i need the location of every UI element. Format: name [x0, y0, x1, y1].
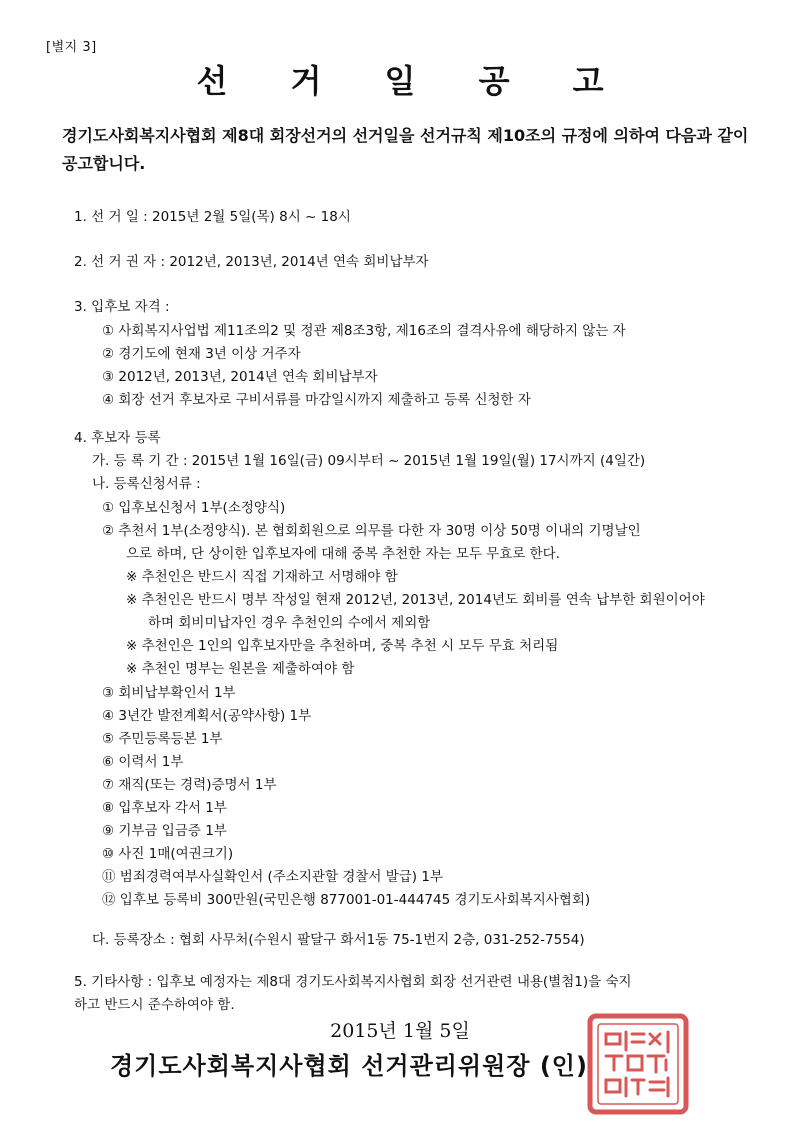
official-seal-icon	[586, 1012, 690, 1116]
item-candidate-registration: 4. 후보자 등록	[74, 430, 161, 446]
recommender-note-2: ※ 추천인은 반드시 명부 작성일 현재 2012년, 2013년, 2014년도 회비를 연속 납부한 회원이어야	[126, 592, 705, 608]
registration-place: 다. 등록장소 : 협회 사무처(수원시 팔달구 화서1동 75-1번지 2층, 031-252-7554)	[92, 932, 585, 948]
document-item-6: ⑥ 이력서 1부	[102, 754, 184, 770]
document-item-9: ⑨ 기부금 입금증 1부	[102, 823, 227, 839]
recommender-note-3: ※ 추천인은 1인의 입후보자만을 추천하며, 중복 추천 시 모두 무효 처리됨	[126, 638, 559, 654]
document-item-4: ④ 3년간 발전계획서(공약사항) 1부	[102, 708, 312, 724]
item-election-day: 1. 선 거 일 : 2015년 2월 5일(목) 8시 ~ 18시	[74, 209, 351, 225]
document-item-1: ① 입후보신청서 1부(소정양식)	[102, 500, 286, 516]
document-item-12: ⑫ 입후보 등록비 300만원(국민은행 877001-01-444745 경기도사회복지사협회)	[102, 892, 591, 908]
document-item-11: ⑪ 범죄경력여부사실확인서 (주소지관할 경찰서 발급) 1부	[102, 869, 443, 885]
document-item-10: ⑩ 사진 1매(여권크기)	[102, 846, 234, 862]
issuer-signature: 경기도사회복지사협회 선거관리위원장 (인)	[110, 1052, 588, 1080]
item-voters: 2. 선 거 권 자 : 2012년, 2013년, 2014년 연속 회비납부자	[74, 254, 429, 270]
recommender-note-1: ※ 추천인은 반드시 직접 기재하고 서명해야 함	[126, 569, 398, 585]
document-item-7: ⑦ 재직(또는 경력)증명서 1부	[102, 777, 277, 793]
item-candidate-eligibility: 3. 입후보 자격 :	[74, 299, 170, 315]
document-item-3: ③ 회비납부확인서 1부	[102, 685, 236, 701]
document-item-5: ⑤ 주민등록등본 1부	[102, 731, 223, 747]
registration-documents-heading: 나. 등록신청서류 :	[92, 476, 201, 492]
document-item-2-cont: 으로 하며, 단 상이한 입후보자에 대해 중복 추천한 자는 모두 무효로 한다.	[126, 546, 560, 562]
eligibility-item-2: ② 경기도에 현재 3년 이상 거주자	[102, 346, 301, 362]
attachment-tag: [별지 3]	[46, 40, 97, 55]
recommender-note-2-cont: 하며 회비미납자인 경우 추천인의 수에서 제외함	[148, 615, 431, 631]
eligibility-item-3: ③ 2012년, 2013년, 2014년 연속 회비납부자	[102, 369, 378, 385]
eligibility-item-4: ④ 회장 선거 후보자로 구비서류를 마감일시까지 제출하고 등록 신청한 자	[102, 392, 531, 408]
intro-paragraph: 경기도사회복지사협회 제8대 회장선거의 선거일을 선거규칙 제10조의 규정에 의하여 다음과 같이 공고합니다.	[62, 126, 749, 173]
document-title: 선 거 일 공 고	[196, 62, 630, 100]
eligibility-item-1: ① 사회복지사업법 제11조의2 및 정관 제8조3항, 제16조의 결격사유에 해당하지 않는 자	[102, 323, 626, 339]
item-other-notes-cont: 하고 반드시 준수하여야 함.	[74, 997, 235, 1013]
registration-period: 가. 등 록 기 간 : 2015년 1월 16일(금) 09시부터 ~ 2015년 1월 19일(월) 17시까지 (4일간)	[92, 453, 646, 469]
item-other-notes: 5. 기타사항 : 입후보 예정자는 제8대 경기도사회복지사협회 회장 선거관련 내용(별첨1)을 숙지	[74, 974, 632, 990]
document-item-2: ② 추천서 1부(소정양식). 본 협회회원으로 의무를 다한 자 30명 이상 50명 이내의 기명날인	[102, 523, 641, 539]
announcement-date: 2015년 1월 5일	[330, 1020, 470, 1042]
recommender-note-4: ※ 추천인 명부는 원본을 제출하여야 함	[126, 661, 355, 677]
document-item-8: ⑧ 입후보자 각서 1부	[102, 800, 227, 816]
